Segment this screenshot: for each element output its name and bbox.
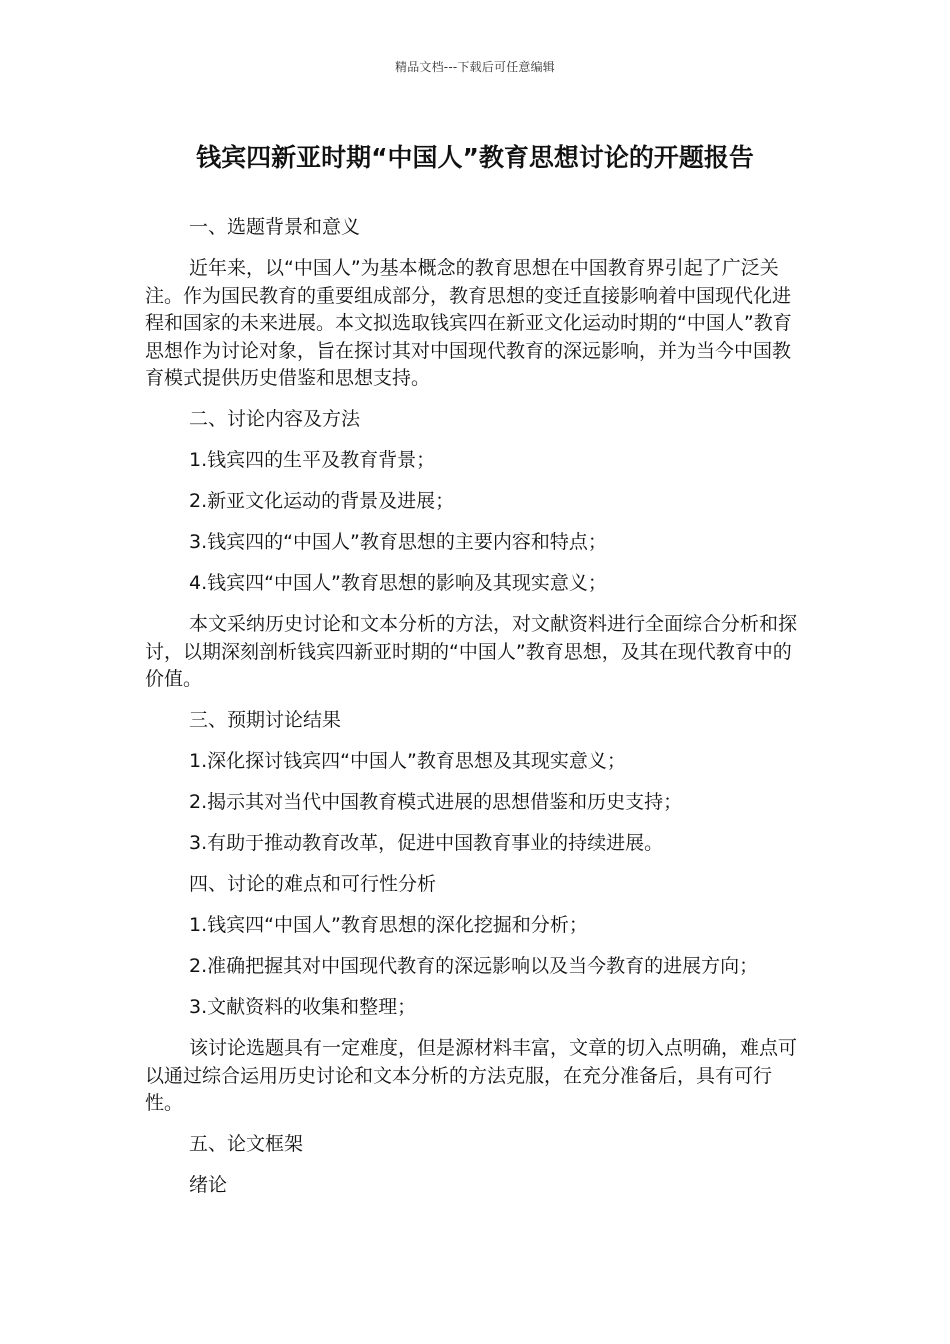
list-item: 2.新亚文化运动的背景及进展； — [189, 490, 455, 512]
list-item: 3.有助于推动教育改革，促进中国教育事业的持续进展。 — [189, 832, 664, 854]
section-heading-2: 二、讨论内容及方法 — [189, 408, 361, 430]
section-heading-4: 四、讨论的难点和可行性分析 — [189, 873, 437, 895]
section-heading-1: 一、选题背景和意义 — [189, 216, 361, 238]
document-body — [145, 214, 805, 1200]
section-heading-5: 五、论文框架 — [189, 1133, 304, 1155]
subsection-introduction: 绪论 — [189, 1174, 228, 1196]
list-item: 4.钱宾四“中国人”教育思想的影响及其现实意义； — [189, 572, 607, 594]
document-title: 钱宾四新亚时期“中国人”教育思想讨论的开题报告 — [196, 143, 754, 172]
paragraph-method: 本文采纳历史讨论和文本分析的方法，对文献资料进行全面综合分析和探讨，以期深刻剖析钱宾四新亚时期的“中国人”教育思想，及其在现代教育中的价值。 — [145, 613, 798, 690]
paragraph-feasibility: 该讨论选题具有一定难度，但是源材料丰富，文章的切入点明确，难点可以通过综合运用历史讨论和文本分析的方法克服，在充分准备后，具有可行性。 — [145, 1037, 798, 1114]
section-heading-3: 三、预期讨论结果 — [189, 709, 342, 731]
list-item: 2.揭示其对当代中国教育模式进展的思想借鉴和历史支持； — [189, 791, 683, 813]
paragraph-background: 近年来，以“中国人”为基本概念的教育思想在中国教育界引起了广泛关注。作为国民教育的重要组成部分，教育思想的变迁直接影响着中国现代化进程和国家的未来进展。本文拟选取钱宾四在新亚文化运动时期的“中国人”教育思想作为讨论对象，旨在探讨其对中国现代教育的深远影响，并为当今中国教育模式提供历史借鉴和思想支持。 — [145, 257, 792, 389]
list-item: 1.钱宾四“中国人”教育思想的深化挖掘和分析； — [189, 914, 588, 936]
list-item: 3.钱宾四的“中国人”教育思想的主要内容和特点； — [189, 531, 607, 553]
page-header-watermark: 精品文档---下载后可任意编辑 — [395, 60, 555, 74]
list-item: 1.深化探讨钱宾四“中国人”教育思想及其现实意义； — [189, 750, 626, 772]
list-item: 3.文献资料的收集和整理； — [189, 996, 417, 1018]
list-item: 2.准确把握其对中国现代教育的深远影响以及当今教育的进展方向； — [189, 955, 759, 977]
list-item: 1.钱宾四的生平及教育背景； — [189, 449, 436, 471]
